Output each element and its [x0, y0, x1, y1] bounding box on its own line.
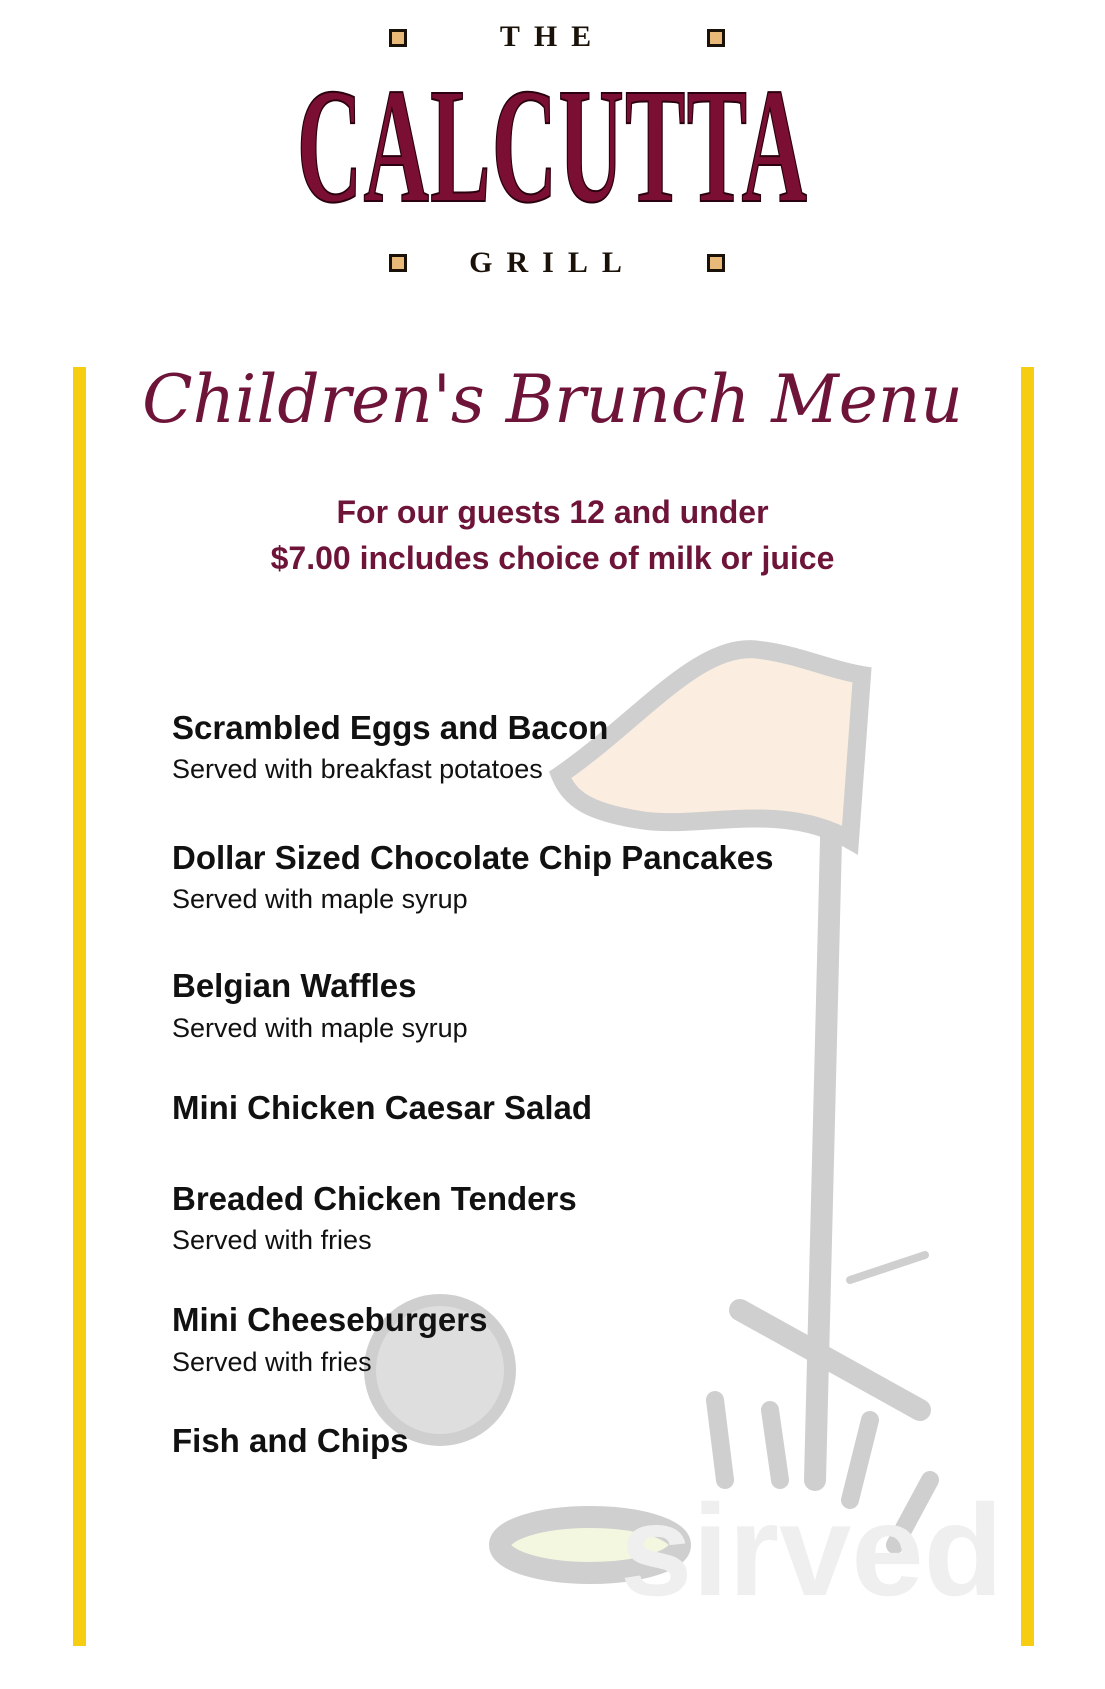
menu-title: Children's Brunch Menu [142, 361, 963, 438]
menu-item-name: Scrambled Eggs and Bacon [172, 709, 609, 746]
menu-item-desc: Served with maple syrup [172, 1013, 468, 1043]
logo-calcutta: CALCUTTA [296, 66, 809, 226]
menu-item-desc: Served with breakfast potatoes [172, 754, 543, 784]
menu-item-name: Breaded Chicken Tenders [172, 1180, 577, 1217]
menu-item-desc: Served with fries [172, 1225, 372, 1255]
watermark: sirved [620, 1477, 1004, 1623]
menu-item-desc: Served with maple syrup [172, 884, 468, 914]
menu-item-name: Mini Cheeseburgers [172, 1301, 488, 1338]
logo-the: THE [499, 20, 606, 53]
menu-item-name: Dollar Sized Chocolate Chip Pancakes [172, 839, 774, 876]
subtitle-price: $7.00 includes choice of milk or juice [270, 540, 835, 576]
subtitle-age: For our guests 12 and under [336, 494, 769, 530]
menu-item-name: Belgian Waffles [172, 967, 417, 1004]
logo-grill: GRILL [469, 246, 636, 279]
menu-item-name: Mini Chicken Caesar Salad [172, 1089, 592, 1126]
menu-item-name: Fish and Chips [172, 1422, 409, 1459]
menu-item-desc: Served with fries [172, 1347, 372, 1377]
